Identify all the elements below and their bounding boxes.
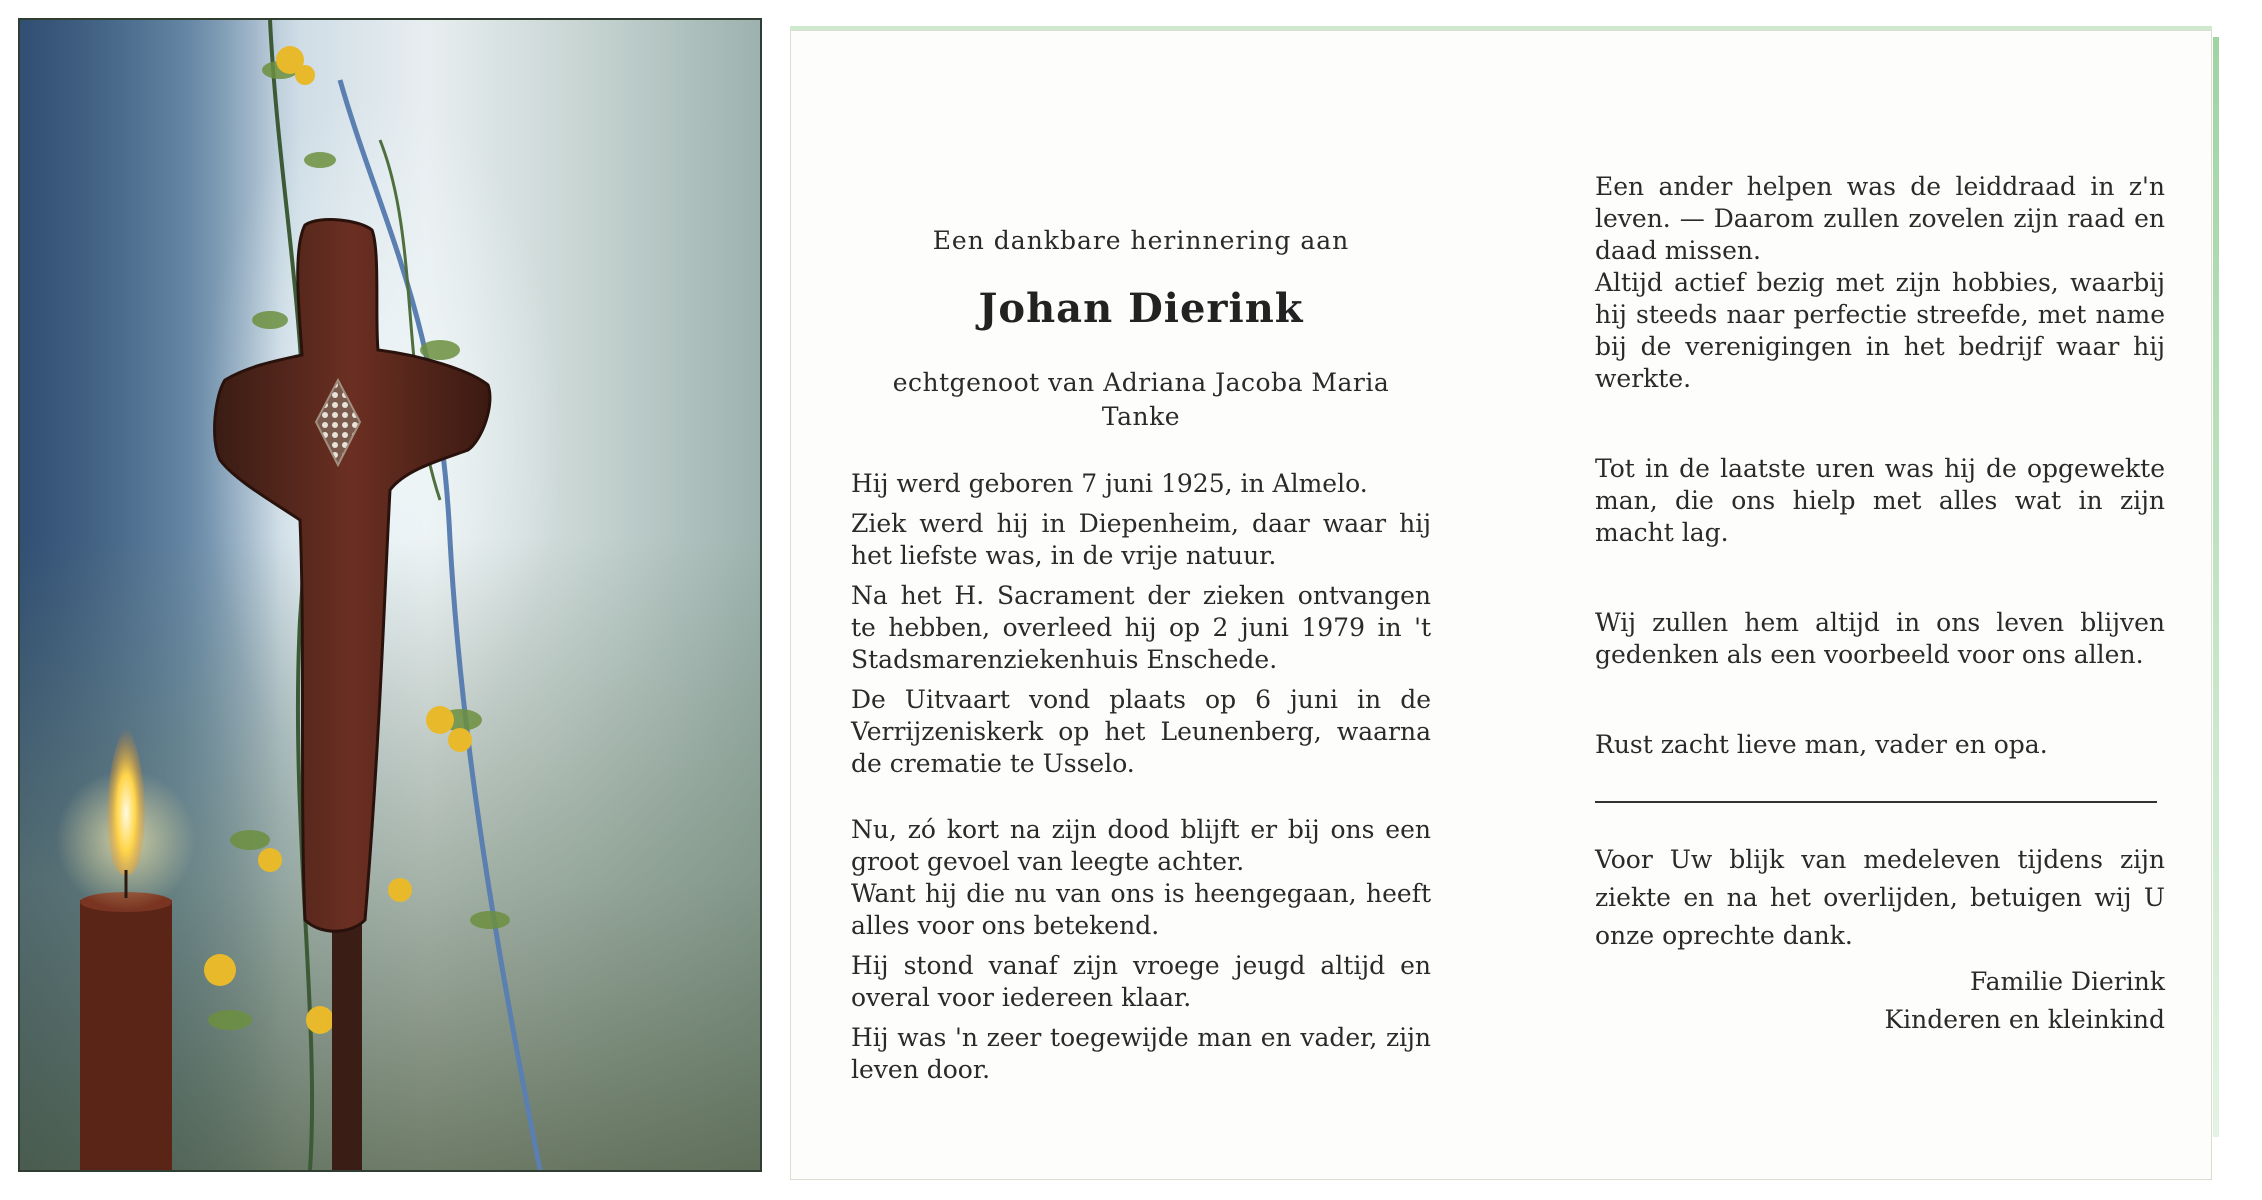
card-edge <box>2213 37 2219 1137</box>
ready-paragraph: Hij stond vanaf zijn vroege jeugd altijd en overal voor iedereen klaar. <box>851 951 1431 1012</box>
feeling-paragraph: Nu, zó kort na zijn dood blijft er bij ons een groot gevoel van leegte achter. <box>851 815 1431 876</box>
intro-line: Een dankbare herinnering aan <box>932 226 1350 255</box>
right-text-column <box>1595 171 2165 1039</box>
death-paragraph: Na het H. Sacrament der zieken ontvangen te hebben, overleed hij op 2 juni 1979 in 't Stadsmarenziekenhuis Enschede. <box>851 581 1431 674</box>
spouse-line-1: echtgenoot van Adriana Jacoba Maria <box>892 368 1390 397</box>
cheerful-paragraph: Tot in de laatste uren was hij de opgewekte man, die ons hielp met alles wat in zijn macht lag. <box>1595 454 2165 547</box>
rest-line: Rust zacht lieve man, vader en opa. <box>1595 730 2048 759</box>
divider-rule <box>1595 801 2157 803</box>
memorial-photo <box>18 18 762 1172</box>
memorial-card-text <box>790 30 2212 1180</box>
birth-paragraph: Hij werd geboren 7 juni 1925, in Almelo. <box>851 469 1368 498</box>
thanks-paragraph: Voor Uw blijk van medeleven tijdens zijn ziekte en na het overlijden, betuigen wij U onze oprechte dank. <box>1595 845 2165 950</box>
cross-candle-illustration <box>20 20 760 1170</box>
family-signature: Familie Dierink <box>1969 967 2165 996</box>
meaning-paragraph: Want hij die nu van ons is heengegaan, heeft alles voor ons betekend. <box>851 879 1431 940</box>
left-text-column <box>851 226 1431 1086</box>
spouse-line-2: Tanke <box>1101 402 1181 431</box>
devoted-paragraph: Hij was 'n zeer toegewijde man en vader, zijn leven door. <box>851 1023 1431 1084</box>
remember-paragraph: Wij zullen hem altijd in ons leven blijven gedenken als een voorbeeld voor ons allen. <box>1595 608 2165 669</box>
hobbies-paragraph: Altijd actief bezig met zijn hobbies, waarbij hij steeds naar perfectie streefde, met name bij de verenigingen in het bedrijf waar hij werkte. <box>1595 268 2165 393</box>
helping-paragraph: Een ander helpen was de leiddraad in z'n leven. — Daarom zullen zovelen zijn raad en daad missen. <box>1595 172 2165 265</box>
illness-paragraph: Ziek werd hij in Diepenheim, daar waar hij het liefste was, in de vrije natuur. <box>851 509 1431 570</box>
funeral-paragraph: De Uitvaart vond plaats op 6 juni in de Verrijzeniskerk op het Leunenberg, waarna de crematie te Usselo. <box>851 685 1431 778</box>
children-signature: Kinderen en kleinkind <box>1884 1005 2165 1034</box>
deceased-name: Johan Dierink <box>978 285 1304 332</box>
